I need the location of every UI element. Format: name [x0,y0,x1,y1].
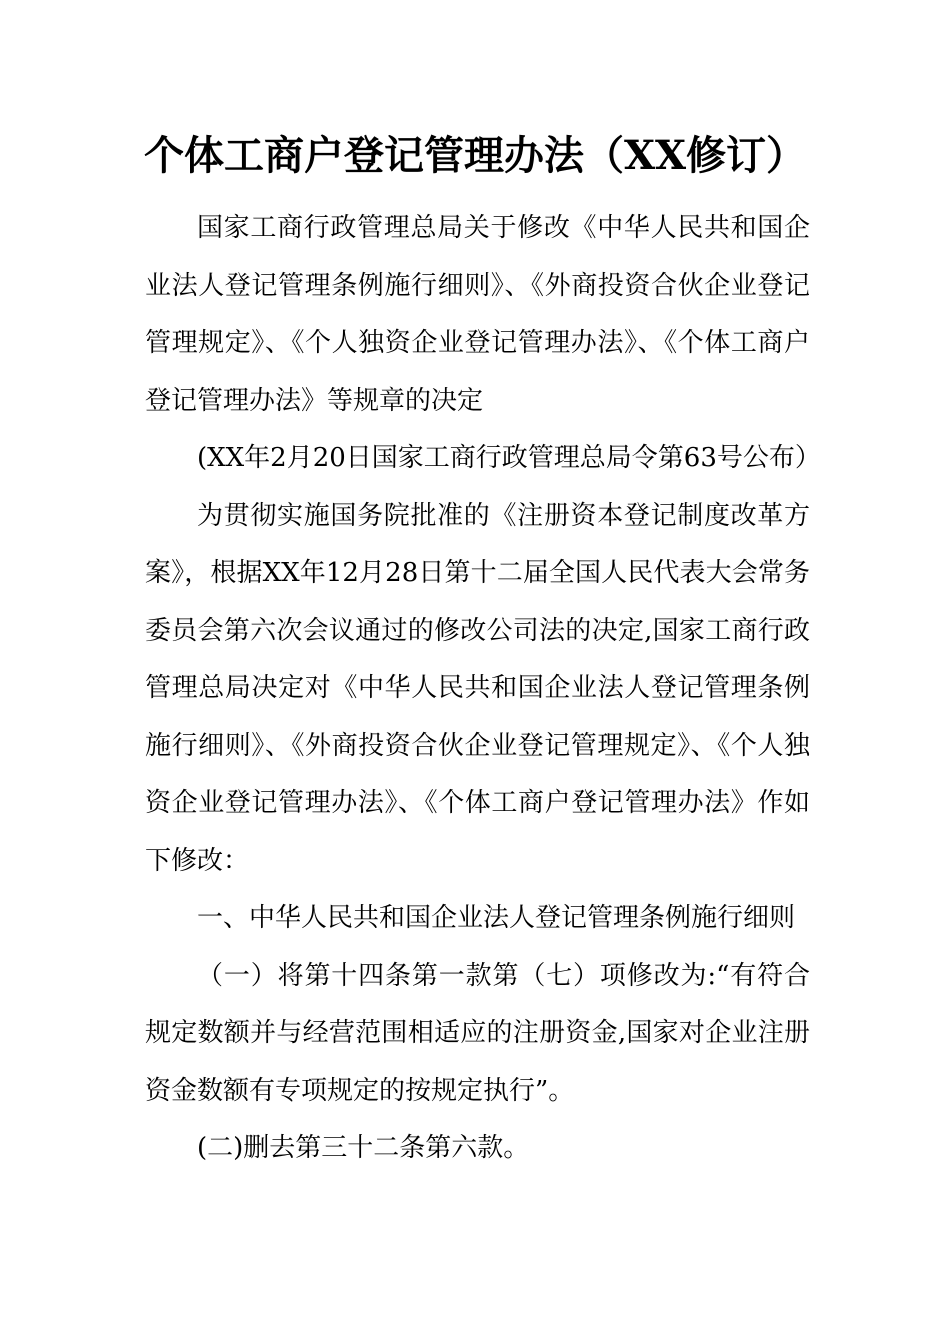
paragraph-amendment-2: (二)删去第三十二条第六款。 [197,1133,530,1163]
paragraph-decision-title: 国家工商行政管理总局关于修改《中华人民共和国企业法人登记管理条例施行细则》、《外商投资合伙企业登记管理规定》、《个人独资企业登记管理办法》、《个体工商户登记管理办法》等规章的决定 [145,213,810,416]
document-title: 个体工商户登记管理办法（XX修订） [143,132,807,179]
document-body [145,200,821,1178]
paragraph-amendment-1: （一）将第十四条第一款第（七）项修改为:“有符合规定数额并与经营范围相适应的注册资金,国家对企业注册资金数额有专项规定的按规定执行”。 [145,960,810,1106]
paragraph-preamble: 为贯彻实施国务院批准的《注册资本登记制度改革方案》，根据XX年12月28日第十二届全国人民代表大会常务委员会第六次会议通过的修改公司法的决定,国家工商行政管理总局决定对《中华人民共和国企业法人登记管理条例施行细则》、《外商投资合伙企业登记管理规定》、《个人独资企业登记管理办法》、《个体工商户登记管理办法》作如下修改： [145,500,810,876]
paragraph-section-heading: 一、中华人民共和国企业法人登记管理条例施行细则 [197,903,796,933]
paragraph-publication-note: (XX年2月20日国家工商行政管理总局令第63号公布） [197,443,821,473]
